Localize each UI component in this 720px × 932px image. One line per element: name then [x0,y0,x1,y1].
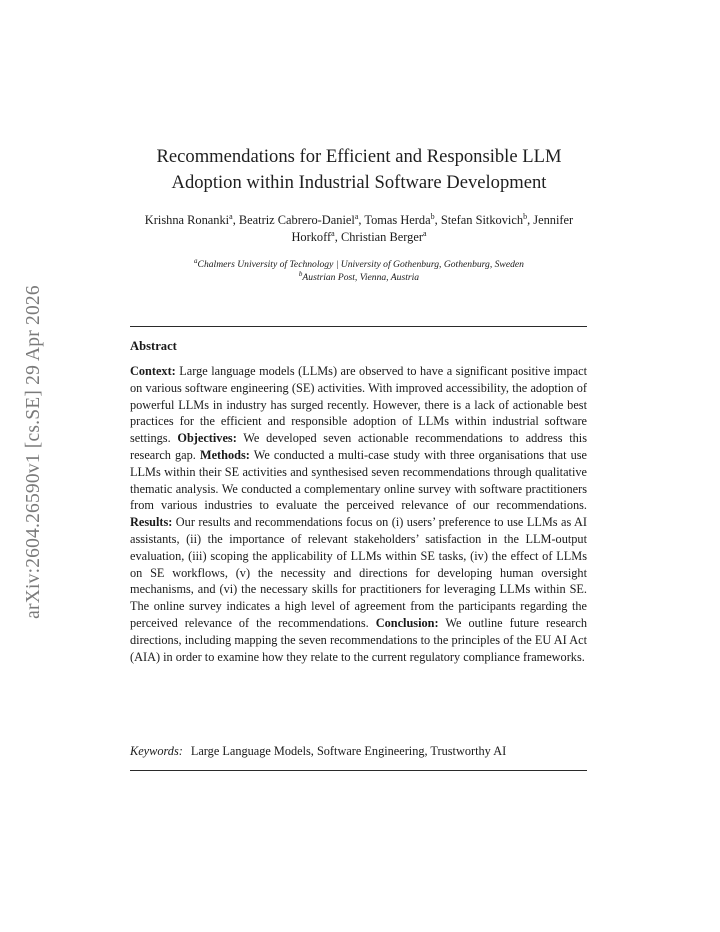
author-affiliation-mark: b [523,211,528,221]
abstract-section-label: Methods: [199,447,250,462]
author-affiliation-mark: a [354,211,359,221]
affiliation-mark: a [194,256,198,265]
abstract-section-text: We outline future research directions, including mapping the seven recommendations to the principles of the EU AI Act (AIA) in order to examine how they relate to the current regulatory compliance frameworks. [130,615,587,664]
author-name: Christian Berger [340,230,423,244]
paper-title-line-2: Adoption within Industrial Software Development [171,172,547,193]
abstract-section-text: We conducted a multi-case study with three organisations that use LLMs within their SE activities and synthesised seven recommendations through qualitative thematic analysis. We conducted a complementary online survey with software practitioners from various industries to evaluate the perceived relevance of our recommendations. [130,447,588,513]
author-name: Beatriz Cabrero-Daniel [238,213,355,227]
affiliation-text: Chalmers University of Technology | University of Gothenburg, Gothenburg, Sweden [197,259,524,270]
paper-title-line-1: Recommendations for Efficient and Responsible LLM [156,146,562,167]
author-name: Tomas Herda [364,213,431,227]
abstract-heading: Abstract [130,339,177,353]
abstract-bottom-rule [130,770,587,771]
author-name: Krishna Ronanki [144,213,230,227]
abstract-section-text: Large language models (LLMs) are observed to have a significant positive impact on various software engineering (SE) activities. With improved accessibility, the adoption of powerful LLMs in industry has surged recently. However, there is a lack of actionable best practices for the efficient and responsible adoption of LLMs within industrial software settings. [130,364,587,446]
abstract-section-label: Objectives: [177,431,237,446]
keywords-list: Large Language Models, Software Engineering, Trustworthy AI [190,744,507,758]
author-affiliation-mark: a [422,228,427,238]
abstract-section-label: Context: [130,364,176,378]
author-affiliation-mark: a [229,211,233,221]
abstract-section-label: Results: [130,515,173,530]
affiliation-mark: b [298,269,303,278]
abstract-body [130,363,587,665]
author-name: Jennifer Horkoff [291,213,574,244]
keywords [130,743,587,759]
affiliation-line [130,258,588,271]
paper-title [130,144,588,196]
abstract-section-text: We developed seven actionable recommendations to address this research gap. [130,431,587,462]
arxiv-identifier-text: arXiv:2604.26590v1 [cs.SE] 29 Apr 2026 [23,285,44,619]
author-affiliation-mark: b [430,211,435,221]
affiliation-line [130,271,588,284]
keywords-label: Keywords: [130,744,183,758]
abstract-top-rule [130,326,587,327]
abstract-section-text: Our results and recommendations focus on (i) users’ preference to use LLMs as AI assistants, (ii) the importance of relevant stakeholders’ satisfaction in the LLM-output evaluation, (iii) scoping the applicability of LLMs within SE tasks, (iv) the effect of LLMs on SE workflows, (v) the necessity and directions for developing human oversight mechanisms, and (vi) the necessary skills for practitioners for leveraging LLMs within SE. The online survey indicates a high level of agreement from the participants regarding the perceived relevance of the recommendations. [130,515,587,630]
affiliations [130,258,588,284]
author-affiliation-mark: a [331,228,335,238]
author-list: Krishna Ronanki$^a$, Beatriz Cabrero-Daniel$^a$, Tomas Herda$^b$, Stefan Sitkovich$^b$, Jennifer Horkoff$^a$, Christian Berger$^a$ [144,211,574,244]
affiliation-text: Austrian Post, Vienna, Austria [302,272,420,283]
author-name: Stefan Sitkovich [440,213,524,227]
abstract-section-label: Conclusion: [375,615,439,630]
arxiv-identifier-stamp [10,262,58,642]
